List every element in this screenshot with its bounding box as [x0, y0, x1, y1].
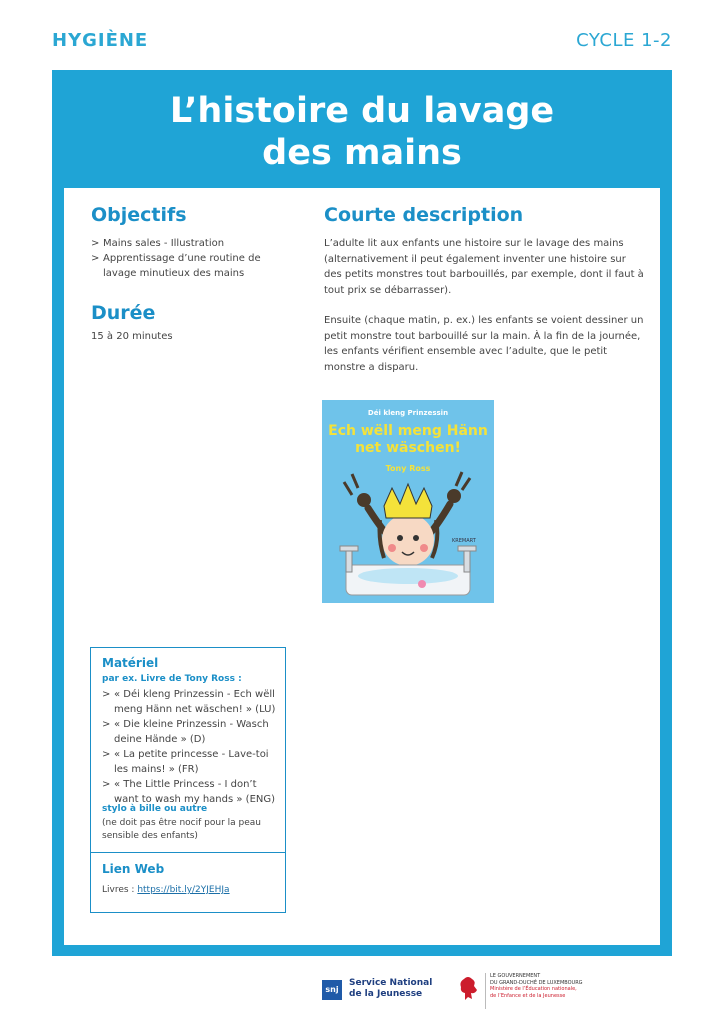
- stylo-note: (ne doit pas être nocif pour la peau sensible des enfants): [102, 818, 261, 841]
- list-item: > « Die kleine Prinzessin - Wasch deine Hände » (D): [102, 717, 282, 747]
- lien-web-heading: Lien Web: [102, 862, 165, 876]
- duree-heading: Durée: [91, 302, 156, 324]
- page-title: L’histoire du lavage des mains: [169, 91, 555, 173]
- list-item: > « The Little Princess - I don’t want to wash my hands » (ENG): [102, 777, 282, 807]
- book-series: Déi kleng Prinzessin: [367, 409, 449, 417]
- snj-name: Service National de la Jeunesse: [349, 978, 433, 999]
- description-heading: Courte description: [324, 204, 524, 226]
- objectifs-list: [91, 236, 291, 281]
- list-item: > Mains sales - Illustration: [91, 236, 291, 251]
- book-author: Tony Ross: [385, 464, 431, 473]
- category-label: HYGIÈNE: [52, 30, 149, 51]
- materiel-subheading: par ex. Livre de Tony Ross :: [102, 674, 242, 684]
- list-item: > « Déi kleng Prinzessin - Ech wëll meng Hänn net wäschen! » (LU): [102, 687, 282, 717]
- divider: [485, 973, 486, 1009]
- list-item: > Apprentissage d’une routine de lavage minutieux des mains: [91, 251, 291, 281]
- content-panel: [64, 188, 660, 945]
- book-title: Ech wëll meng Hänn net wäschen!: [328, 423, 488, 456]
- list-item: > « La petite princesse - Lave-toi les mains! » (FR): [102, 747, 282, 777]
- description-text: [324, 236, 644, 390]
- materiel-heading: Matériel: [102, 656, 159, 670]
- content-frame: [52, 70, 672, 956]
- lien-web-label: Livres :: [102, 885, 138, 895]
- duree-text: 15 à 20 minutes: [91, 331, 173, 342]
- stylo-heading: stylo à bille ou autre: [102, 804, 208, 814]
- red-lion-icon: [458, 975, 480, 1001]
- lien-web-line: [102, 885, 230, 895]
- description-paragraph: L’adulte lit aux enfants une histoire sur le lavage des mains (alternativement il peut également inventer une histoire sur des petits monstres tout barbouillés, par exemple, dont il faut à tout prix se débarrasser).: [324, 238, 644, 296]
- book-publisher: KREMART: [452, 538, 476, 544]
- snj-logo-icon: snj: [322, 980, 342, 1000]
- objectifs-heading: Objectifs: [91, 204, 187, 226]
- book-cover-image: [322, 400, 494, 603]
- divider: [91, 852, 285, 853]
- description-paragraph: Ensuite (chaque matin, p. ex.) les enfants se voient dessiner un petit monstre tout barbouillé sur la main. À la fin de la journée, les enfants vérifient ensemble avec l’adulte, que le petit monstre a disparu.: [324, 315, 644, 373]
- materiel-list: [102, 687, 282, 807]
- government-logo-block: [458, 973, 628, 1013]
- government-name: LE GOUVERNEMENT DU GRAND-DUCHÉ DE LUXEMBOURG Ministère de l’Éducation nationale, de l’Enfance et de la Jeunesse: [490, 973, 583, 999]
- materiel-box: [90, 647, 286, 913]
- livres-link[interactable]: https://bit.ly/2YJEHJa: [137, 885, 230, 895]
- cycle-label: CYCLE 1-2: [576, 30, 672, 51]
